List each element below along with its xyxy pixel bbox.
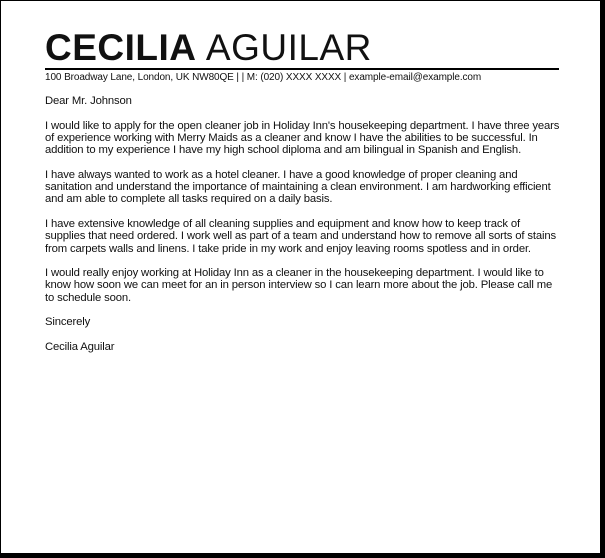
- closing: Sincerely: [45, 316, 91, 329]
- paragraph-2: I have always wanted to work as a hotel cleaner. I have a good knowledge of proper cleaning and sanitation and understand the importance of maintaining a clean environment. I am hardworking efficient and am able to complete all tasks required on a daily basis.: [45, 168, 551, 206]
- header-divider: [45, 68, 559, 70]
- paragraph-1: I would like to apply for the open cleaner job in Holiday Inn's housekeeping department. I have three years of experience working with Merry Maids as a cleaner and know I have the abilities to be successful. In addition to my experience I have my high school diploma and am bilingual in Spanish and English.: [45, 119, 560, 157]
- first-name: CECILIA: [45, 27, 196, 68]
- last-name: AGUILAR: [205, 27, 372, 68]
- signature: Cecilia Aguilar: [45, 340, 115, 353]
- letter-body: [45, 95, 560, 353]
- salutation: Dear Mr. Johnson: [45, 95, 132, 107]
- applicant-name: [45, 28, 560, 68]
- cover-letter: [45, 28, 560, 366]
- paragraph-4: I would really enjoy working at Holiday Inn as a cleaner in the housekeeping department. I would like to know how soon we can meet for an in person interview so I can learn more about the job. Please call me to schedule soon.: [45, 267, 553, 304]
- paragraph-3: I have extensive knowledge of all cleaning supplies and equipment and know how to keep track of supplies that need ordered. I work well as part of a team and understand how to remove all sorts of stains from carpets walls and linens. I take pride in my work and enjoy leaving rooms spotless and in order.: [45, 217, 556, 255]
- contact-line: 100 Broadway Lane, London, UK NW80QE | | M: (020) XXXX XXXX | example-email@example.com: [45, 72, 482, 83]
